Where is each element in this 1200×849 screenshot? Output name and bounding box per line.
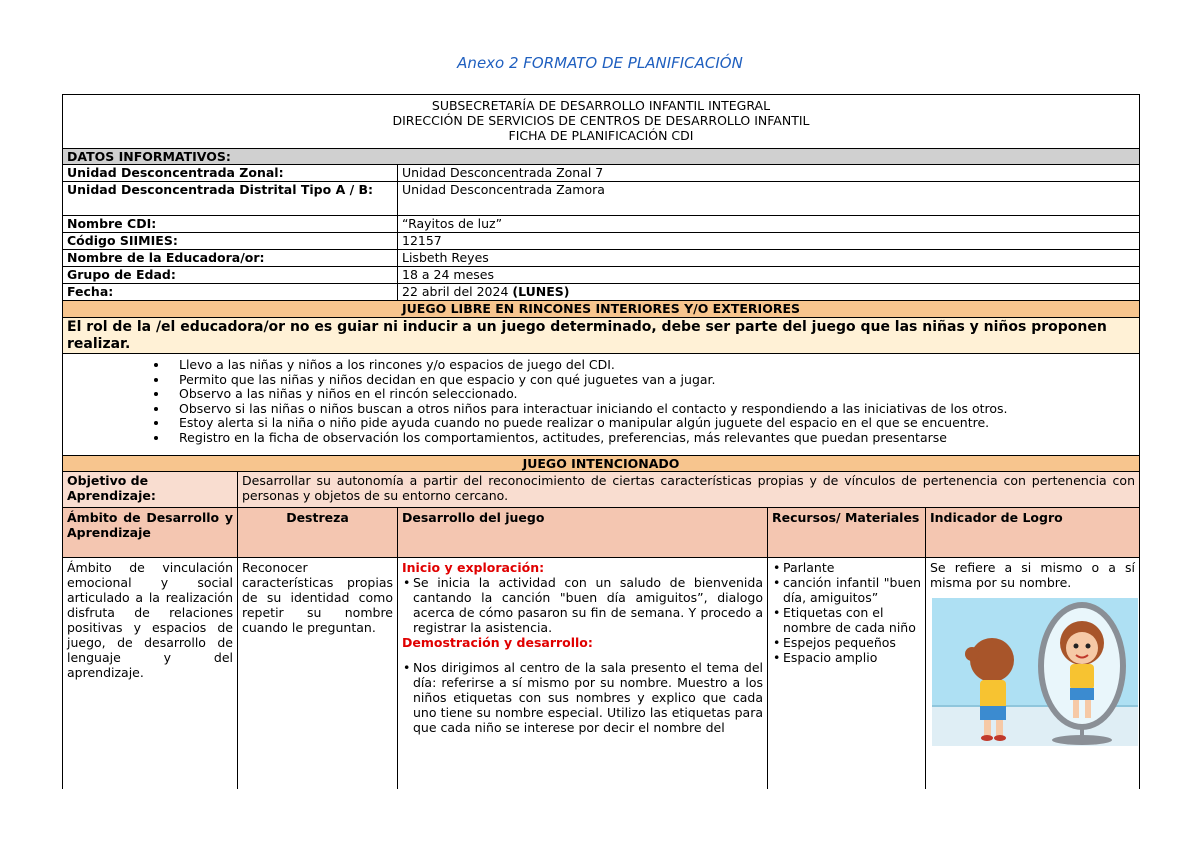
juego-libre-title-row <box>63 301 1139 318</box>
juego-libre-actions-row <box>63 354 1139 456</box>
document-title: Anexo 2 FORMATO DE PLANIFICACIÓN <box>457 54 743 72</box>
juego-libre-rol: El rol de la /el educadora/or no es guiar ni inducir a un juego determinado, debe ser parte del juego que las niñas y niños proponen realizar. <box>67 319 1107 352</box>
datos-row <box>63 233 1139 250</box>
datos-row <box>63 182 1139 216</box>
planning-sheet <box>62 94 1140 789</box>
col-header-desarrollo: Desarrollo del juego <box>397 508 767 557</box>
list-item: • Observo a las niñas y niños en el rincón seleccionado. <box>169 387 1139 402</box>
datos-label: Grupo de Edad: <box>67 267 176 282</box>
datos-label-text: DATOS INFORMATIVOS: <box>67 149 231 164</box>
list-item: • Estoy alerta si la niña o niño pide ayuda cuando no puede realizar o manipular algún juguete del espacio en el que se encuentre. <box>169 416 1139 431</box>
datos-value: Lisbeth Reyes <box>397 250 1139 266</box>
datos-value: “Rayitos de luz” <box>397 216 1139 232</box>
destreza-text: Reconocer características propias de su identidad como repetir su nombre cuando le preguntan. <box>237 558 397 789</box>
list-item: • Nos dirigimos al centro de la sala presento el tema del día: referirse a sí mismo por su nombre. Muestro a los niños etiquetas con sus nombres y explico que cada uno tiene su nombre especial. Utilizo las etiquetas para que cada niño se interese por decir el nombre del <box>402 660 763 735</box>
juego-libre-rol-row <box>63 318 1139 354</box>
list-item: • Permito que las niñas y niños decidan en que espacio y con qué juguetes van a jugar. <box>169 373 1139 388</box>
intencionado-content-row <box>63 558 1139 789</box>
demo-list <box>402 660 763 735</box>
demo-title: Demostración y desarrollo: <box>402 635 593 650</box>
indicador-cell <box>925 558 1139 789</box>
datos-label: Nombre de la Educadora/or: <box>67 250 265 265</box>
datos-value: 18 a 24 meses <box>397 267 1139 283</box>
list-item: • Espejos pequeños <box>772 635 921 650</box>
indicador-text: Se refiere a si mismo o a sí misma por su nombre. <box>930 560 1135 590</box>
inicio-title: Inicio y exploración: <box>402 560 545 575</box>
datos-value: Unidad Desconcentrada Zamora <box>397 182 1139 215</box>
ambito-text: Ámbito de vinculación emocional y social articulado a la realización disfruta de relaciones positivas y espacios de juego, de desarrollo de lenguaje y del aprendizaje. <box>67 560 233 680</box>
col-header-ambito: Ámbito de Desarrollo y Aprendizaje <box>67 510 233 540</box>
inicio-list <box>402 575 763 635</box>
juego-libre-list <box>63 358 1139 445</box>
datos-value: Unidad Desconcentrada Zonal 7 <box>397 165 1139 181</box>
datos-value: 12157 <box>397 233 1139 249</box>
fecha-day: (LUNES) <box>512 284 570 299</box>
header-line-2: DIRECCIÓN DE SERVICIOS DE CENTROS DE DESARROLLO INFANTIL <box>392 113 810 128</box>
datos-row <box>63 284 1139 301</box>
datos-label: Unidad Desconcentrada Zonal: <box>67 165 284 180</box>
datos-row <box>63 165 1139 182</box>
col-header-recursos: Recursos/ Materiales <box>767 508 925 557</box>
list-item: • Llevo a las niñas y niños a los rincones y/o espacios de juego del CDI. <box>169 358 1139 373</box>
recursos-cell <box>767 558 925 789</box>
recursos-list <box>772 560 921 665</box>
list-item: • canción infantil "buen día, amiguitos” <box>772 575 921 605</box>
datos-section-label <box>63 149 1139 165</box>
list-item: • Se inicia la actividad con un saludo de bienvenida cantando la canción "buen día amiguitos”, dialogo acerca de cómo pasaron su fin de semana. Y procedo a registrar la asistencia. <box>402 575 763 635</box>
datos-label: Fecha: <box>67 284 114 299</box>
datos-label: Nombre CDI: <box>67 216 157 231</box>
datos-row <box>63 267 1139 284</box>
col-header-destreza: Destreza <box>237 508 397 557</box>
header-line-3: FICHA DE PLANIFICACIÓN CDI <box>508 128 694 143</box>
juego-intencionado-title-row <box>63 456 1139 472</box>
list-item: • Parlante <box>772 560 921 575</box>
list-item: • Observo si las niñas o niños buscan a otros niños para interactuar iniciando el contacto y respondiendo a las iniciativas de los otros. <box>169 402 1139 417</box>
girl-mirror-illustration <box>932 598 1138 746</box>
datos-row <box>63 250 1139 267</box>
list-item: • Etiquetas con el nombre de cada niño <box>772 605 921 635</box>
col-header-indicador: Indicador de Logro <box>925 508 1139 557</box>
datos-row <box>63 216 1139 233</box>
intencionado-header-row <box>63 508 1139 558</box>
datos-label: Código SIIMIES: <box>67 233 178 248</box>
list-item: • Espacio amplio <box>772 650 921 665</box>
header-line-1: SUBSECRETARÍA DE DESARROLLO INFANTIL INTEGRAL <box>431 98 771 113</box>
datos-value <box>397 284 1139 300</box>
juego-intencionado-title: JUEGO INTENCIONADO <box>522 456 680 471</box>
juego-libre-title: JUEGO LIBRE EN RINCONES INTERIORES Y/O EXTERIORES <box>402 301 800 316</box>
fecha-value: 22 abril del 2024 <box>402 284 513 299</box>
objetivo-text: Desarrollar su autonomía a partir del reconocimiento de ciertas características propias y de vínculos de pertenencia con pertenencia con personas y objetos de su entorno cercano. <box>237 472 1139 507</box>
list-item: • Registro en la ficha de observación los comportamientos, actitudes, preferencias, más relevantes que puedan presentarse <box>169 431 1139 446</box>
desarrollo-cell <box>397 558 767 789</box>
sheet-header <box>63 95 1139 149</box>
datos-label: Unidad Desconcentrada Distrital Tipo A / B: <box>67 182 374 197</box>
objetivo-label: Objetivo de Aprendizaje: <box>67 473 156 503</box>
objetivo-row <box>63 472 1139 508</box>
